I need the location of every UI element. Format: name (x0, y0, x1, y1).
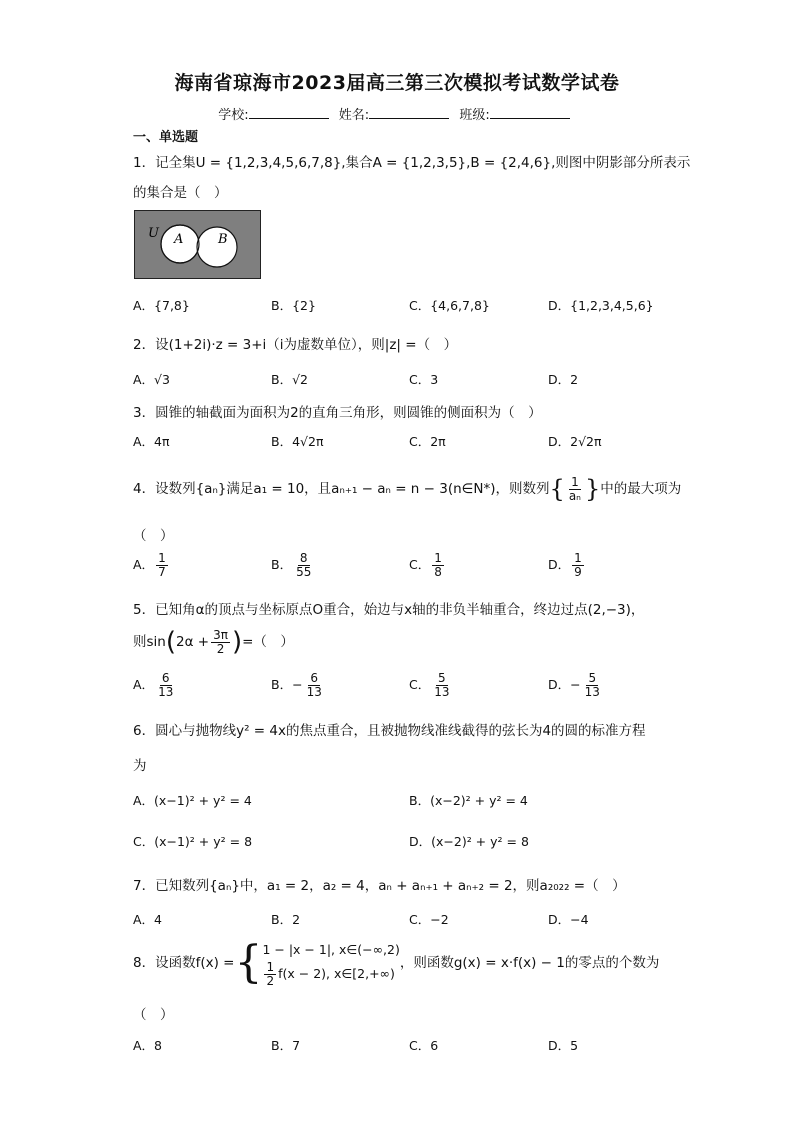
q6-option-a[interactable]: A．(x−1)² + y² = 4 (133, 793, 252, 808)
name-blank[interactable] (369, 106, 449, 119)
q4-option-a[interactable]: A． $\frac{1}{7}$ (133, 551, 166, 579)
q8-option-b[interactable]: B．7 (271, 1038, 301, 1053)
class-blank[interactable] (490, 106, 570, 119)
q2-option-c[interactable]: C．3 (409, 372, 439, 387)
question-6-text-cont: 为 (133, 758, 147, 774)
q5-option-c[interactable]: C． $\frac{5}{13}$ (409, 671, 450, 699)
question-6-text: 6．圆心与抛物线y² = 4x的焦点重合，且被抛物线准线截得的弦长为4的圆的标准方程 (133, 723, 646, 739)
q1-option-c[interactable]: C．{4,6,7,8} (409, 298, 490, 313)
q8-option-c[interactable]: C．6 (409, 1038, 439, 1053)
q3-option-b[interactable]: B．4√2π (271, 434, 324, 449)
q6-option-d[interactable]: D．(x−2)² + y² = 8 (409, 834, 529, 849)
q4-frac-num: 1 (571, 474, 579, 489)
set-b-circle (197, 227, 237, 267)
question-3-text: 3．圆锥的轴截面为面积为2的直角三角形，则圆锥的侧面积为（ ） (133, 405, 542, 421)
q1-option-a[interactable]: A．{7,8} (133, 298, 190, 313)
q7-option-c[interactable]: C．−2 (409, 912, 449, 927)
question-1-text-cont: 的集合是（ ） (133, 185, 228, 201)
venn-a-label: A (174, 232, 184, 247)
q3-option-a[interactable]: A．4π (133, 434, 170, 449)
q6-option-c[interactable]: C．(x−1)² + y² = 8 (133, 834, 253, 849)
q2-option-d[interactable]: D．2 (548, 372, 579, 387)
question-8-text: 8．设函数f(x) ={ 1 − |x − 1|, x∈(−∞,2) $\frac{1}{2}$ f(x − 2), x∈[2,+∞) ，则函数g(x) = x·f(x) − 1的零点的个数为 (133, 937, 660, 988)
q8-option-d[interactable]: D．5 (548, 1038, 579, 1053)
question-5-text-cont: 则sin(2α + $\frac{3\pi}{2}$ )=（ ） (133, 627, 294, 657)
q4-option-c[interactable]: C． $\frac{1}{8}$ (409, 551, 442, 579)
venn-diagram (134, 210, 261, 279)
q4-option-b[interactable]: B． $\frac{8}{55}$ (271, 551, 312, 579)
q4-option-d[interactable]: D． $\frac{1}{9}$ (548, 551, 582, 579)
venn-b-label: B (218, 232, 228, 247)
class-label: 班级: (459, 108, 490, 123)
school-blank[interactable] (249, 106, 329, 119)
exam-title: 海南省琼海市2023届高三第三次模拟考试数学试卷 (174, 72, 620, 94)
q7-option-b[interactable]: B．2 (271, 912, 301, 927)
q6-option-b[interactable]: B．(x−2)² + y² = 4 (409, 793, 528, 808)
question-4-text: 4．设数列{aₙ}满足a₁ = 10，且aₙ₊₁ − aₙ = n − 3(n∈N*)，则数列{ $\frac{1}{\text{aₙ}}$ }中的最大项为 (133, 474, 682, 503)
q7-option-a[interactable]: A．4 (133, 912, 163, 927)
q1-option-b[interactable]: B．{2} (271, 298, 316, 313)
q1-option-d[interactable]: D．{1,2,3,4,5,6} (548, 298, 654, 313)
q3-option-c[interactable]: C．2π (409, 434, 446, 449)
question-1-text: 1．记全集U = {1,2,3,4,5,6,7,8},集合A = {1,2,3,5},B = {2,4,6},则图中阴影部分所表示 (133, 155, 691, 171)
q7-option-d[interactable]: D．−4 (548, 912, 589, 927)
school-label: 学校: (218, 108, 249, 123)
q8-piece-1: 1 − |x − 1|, x∈(−∞,2) (262, 941, 400, 957)
student-info-line (0, 104, 794, 123)
q2-option-b[interactable]: B．√2 (271, 372, 308, 387)
q8-piece-2: $\frac{1}{2}$ f(x − 2), x∈[2,+∞) (266, 959, 395, 988)
question-8-text-cont: （ ） (133, 1007, 174, 1023)
venn-u-label: U (148, 226, 159, 241)
question-2-text: 2．设(1+2i)·z = 3+i（i为虚数单位），则|z| =（ ） (133, 337, 458, 353)
q5-option-a[interactable]: A． $\frac{6}{13}$ (133, 671, 174, 699)
q3-option-d[interactable]: D．2√2π (548, 434, 602, 449)
question-7-text: 7．已知数列{aₙ}中，a₁ = 2，a₂ = 4，aₙ + aₙ₊₁ + aₙ₊₂ = 2，则a₂₀₂₂ =（ ） (133, 878, 626, 894)
q5-option-d[interactable]: D．− $\frac{5}{13}$ (548, 671, 600, 699)
q5-option-b[interactable]: B．− $\frac{6}{13}$ (271, 671, 322, 699)
name-label: 姓名: (338, 108, 370, 123)
q4-frac-den: aₙ (568, 488, 581, 503)
q8-option-a[interactable]: A．8 (133, 1038, 163, 1053)
section-heading: 一、单选题 (133, 130, 199, 145)
question-4-text-cont: （ ） (133, 528, 174, 544)
q2-option-a[interactable]: A．√3 (133, 372, 170, 387)
question-5-text: 5．已知角α的顶点与坐标原点O重合，始边与x轴的非负半轴重合，终边过点(2,−3)， (133, 602, 645, 618)
